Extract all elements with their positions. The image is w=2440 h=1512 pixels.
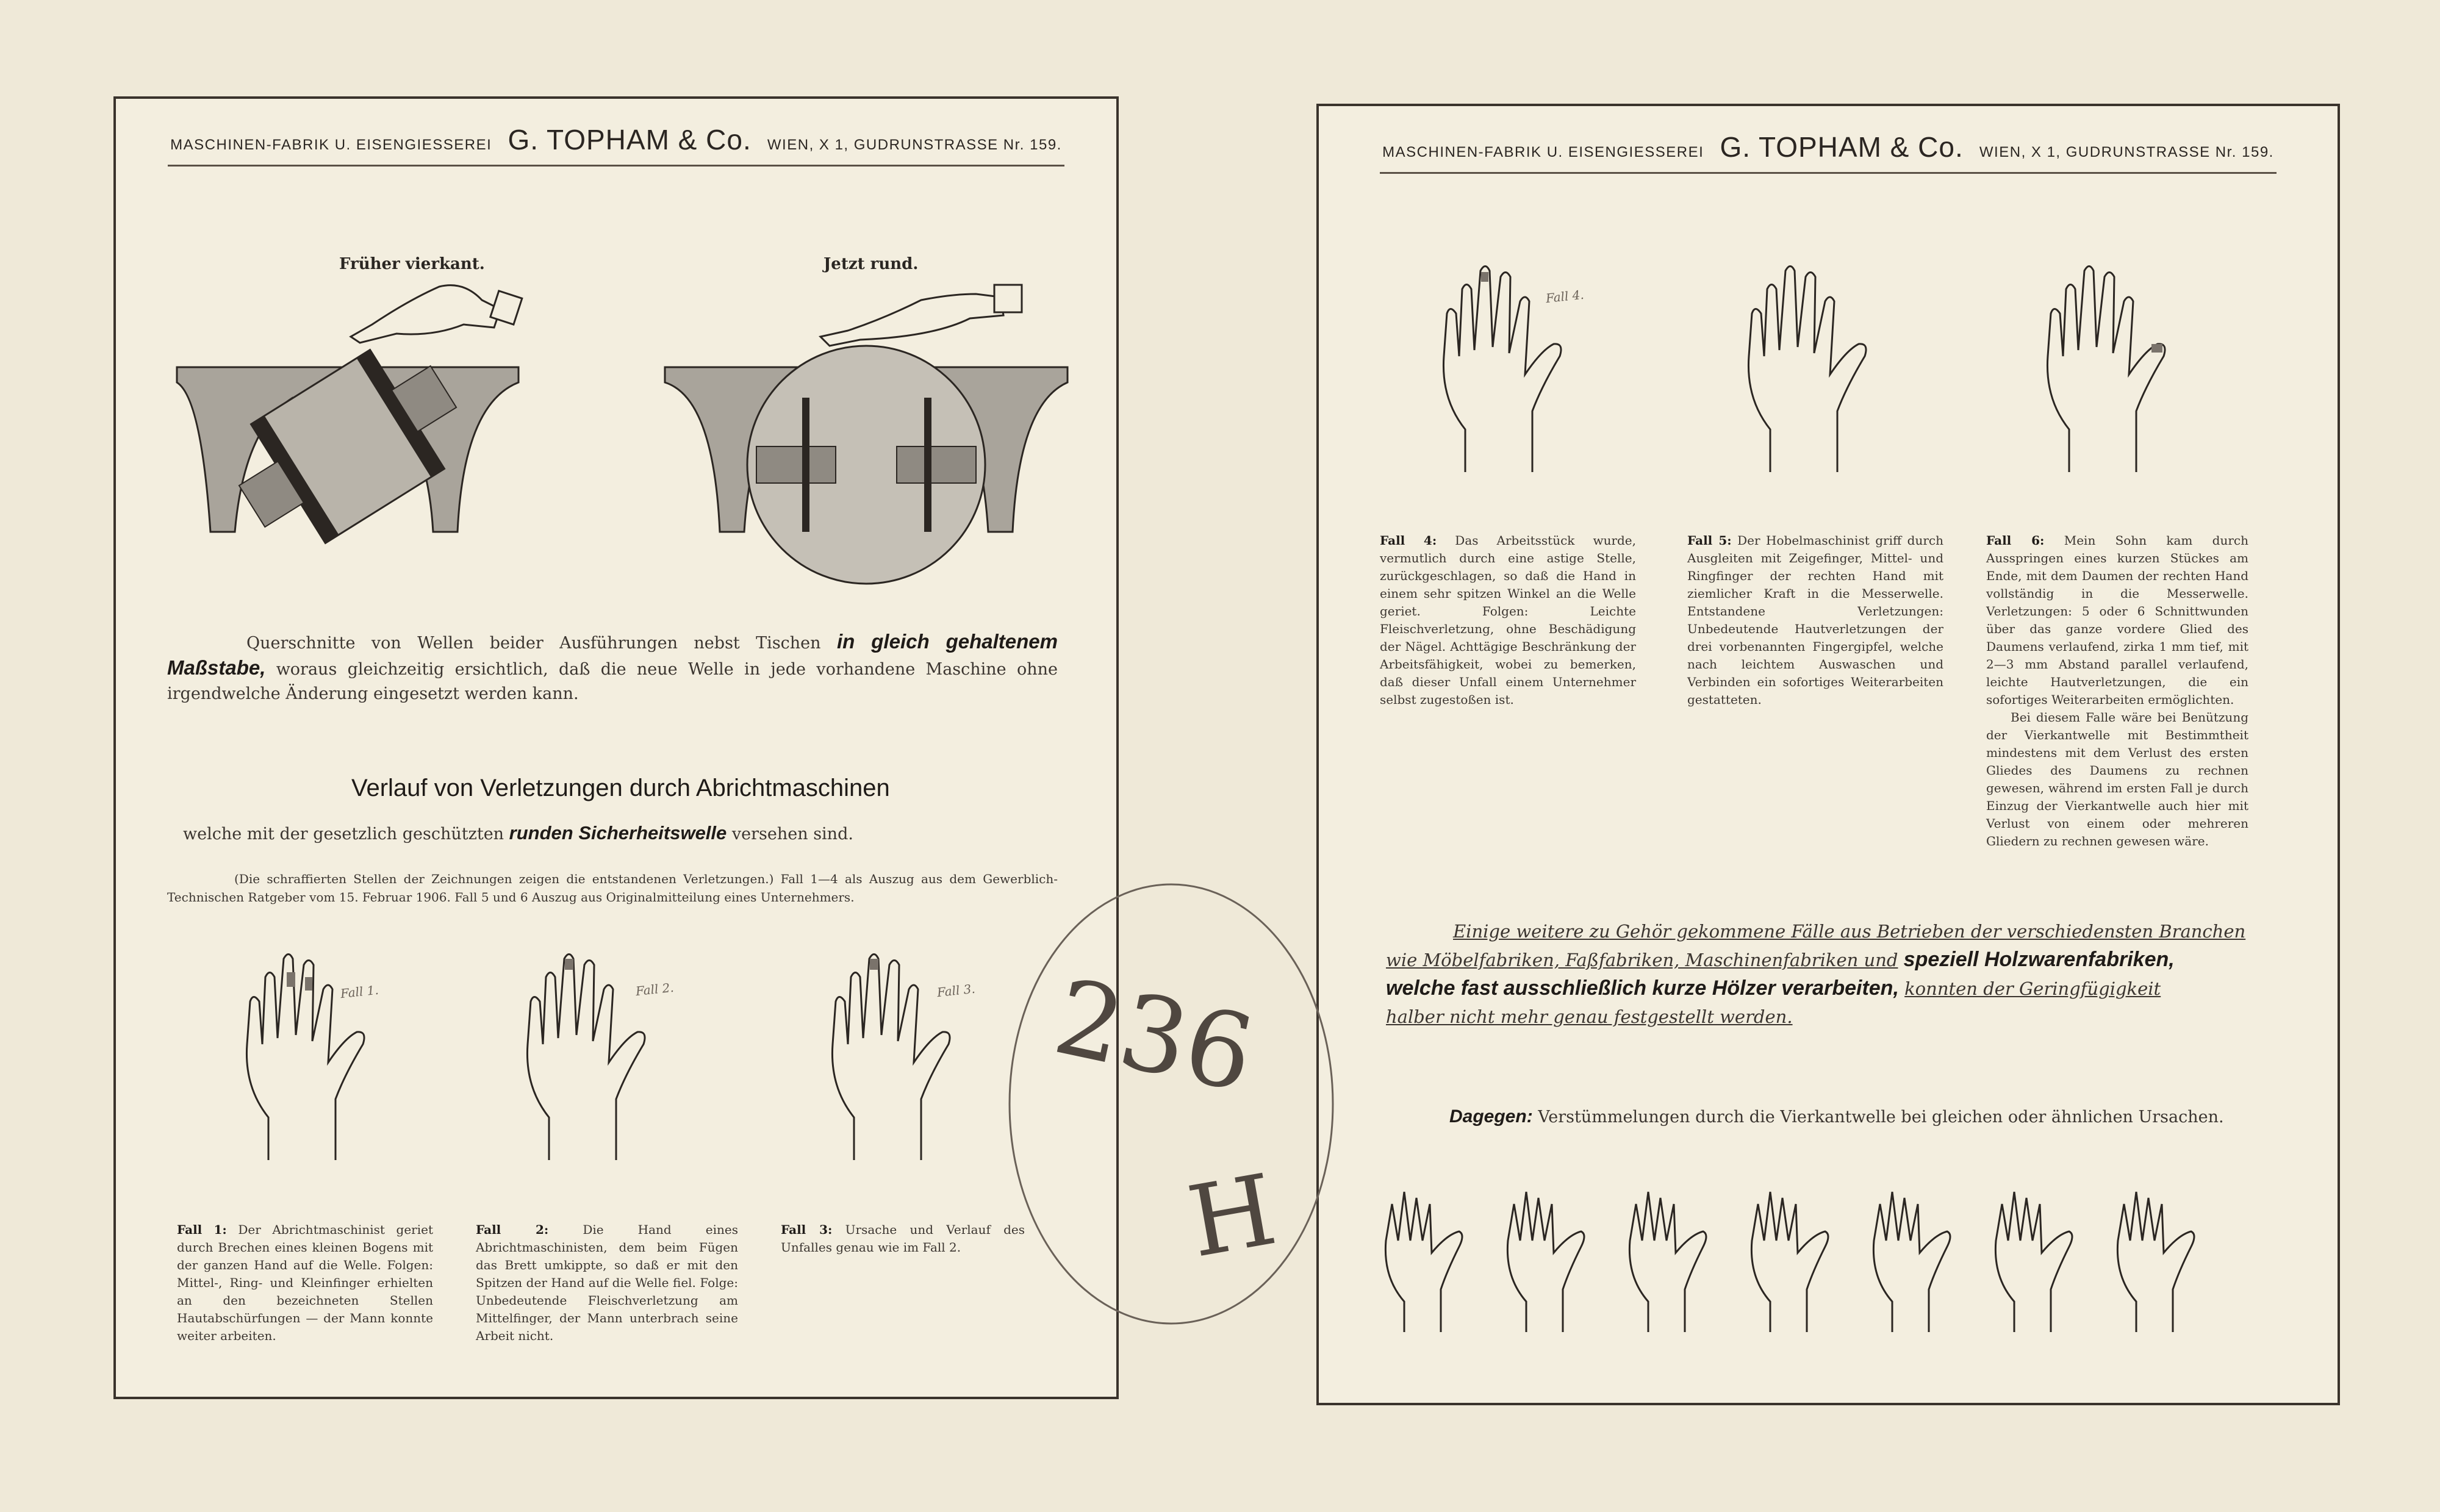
header-firm-name: G. TOPHAM & Co. <box>1720 131 1964 163</box>
case-text: Der Hobelmaschinist griff durch Ausgleiten mit Zeigefinger, Mittel- und Ringfinger der rechten Hand mit ziemlicher Kraft in die Messerwelle. Entstandene Verletzungen: Unbedeutende Hautverletzungen der drei vorbenannten Fingergipfel, welche nach leichtem Auswaschen und Verbinden ein sofortiges Weiterarbeiten gestatteten. <box>1687 533 1943 707</box>
case-fall-1 <box>177 1221 433 1345</box>
archive-mark-number: 236 <box>1044 956 1264 1116</box>
header-company-type: MASCHINEN-FABRIK U. EISENGIESSEREI <box>1382 144 1704 160</box>
round-shaft-illustration <box>665 276 1080 544</box>
header-rule <box>1380 172 2277 174</box>
right-page <box>1316 104 2340 1405</box>
case-fall-6 <box>1986 532 2248 850</box>
hand-illustration-fall-3 <box>817 941 976 1166</box>
illustration-note: (Die schraffierten Stellen der Zeichnungen zeigen die entstandenen Verletzungen.) Fall 1—4 als Auszug aus dem Gewerblich-Technischen Ratgeber vom 15. Februar 1906. Fall 5 und 6 Auszug aus Originalmitteilung eines Unternehmers. <box>167 872 1058 905</box>
archive-circle-mark <box>1000 878 1342 1330</box>
caption-text-1: Querschnitte von Wellen beider Ausführungen nebst Tischen <box>246 634 821 653</box>
subtitle-emphasis: runden Sicherheitswelle <box>509 822 727 844</box>
archive-mark-letter: H <box>1180 1152 1284 1280</box>
dagegen-heading: Dagegen: <box>1449 1106 1533 1127</box>
header-company-type: MASCHINEN-FABRIK U. EISENGIESSEREI <box>170 137 492 153</box>
hand-note-fall-2: Fall 2. <box>634 980 675 999</box>
case-fall-4 <box>1380 532 1636 709</box>
case-text: Das Arbeitsstück wurde, vermutlich durch eine astige Stelle, zurückgeschlagen, so daß die Hand in einem sehr spitzen Winkel an die Welle geriet. Folgen: Leichte Fleischverletzung, ohne Beschädigung der Nägel. Achttägige Beschränkung der Arbeitsfähigkeit, wobei zu bemerken, daß dieser Unfall einem Unternehmer selbst zugestoßen ist. <box>1380 533 1636 707</box>
hand-illustration-fall-2 <box>512 941 671 1166</box>
hand-note-fall-3: Fall 3. <box>936 981 976 1000</box>
further-line-1: Einige weitere zu Gehör gekommene Fälle aus Betrieben der verschiedensten Branchen <box>1453 921 2246 942</box>
subtitle-text-2: versehen sind. <box>731 825 853 844</box>
caption-text-2: woraus gleichzeitig ersichtlich, daß die neue Welle in jede vorhandene Maschine ohne irgendwelche Änderung eingesetzt werden kann. <box>167 660 1058 703</box>
page-header <box>1319 131 2338 174</box>
header-address: WIEN, X 1, GUDRUNSTRASSE Nr. 159. <box>767 137 1062 153</box>
section-subtitle <box>183 822 853 844</box>
hand-note-fall-1: Fall 1. <box>339 982 379 1001</box>
further-emphasis-1: speziell Holzwarenfabriken, <box>1903 948 2175 971</box>
case-heading: Fall 3: <box>781 1222 833 1237</box>
case-fall-5 <box>1687 532 1943 709</box>
subtitle-text-1: welche mit der gesetzlich geschützten <box>183 825 504 844</box>
dagegen-text: Verstümmelungen durch die Vierkantwelle bei gleichen oder ähnlichen Ursachen. <box>1538 1108 2224 1127</box>
left-page <box>113 96 1119 1399</box>
fig-label-round-shaft: Jetzt rund. <box>824 255 919 273</box>
case-text: Der Abrichtmaschinist geriet durch Brechen eines kleinen Bogens mit der ganzen Hand auf die Welle. Folgen: Mittel-, Ring- und Kleinfinger erhielten an den bezeichneten Stellen Hautabschürfungen — der Mann konnte weiter arbeiten. <box>177 1222 433 1343</box>
case-text: Die Hand eines Abrichtmaschinisten, dem beim Fügen das Brett umkippte, so daß er mit den Spitzen der Hand auf die Welle fiel. Folge: Unbedeutende Fleischverletzung am Mittelfinger, der Mann unterbrach seine Arbeit nicht. <box>476 1222 739 1343</box>
case-heading: Fall 6: <box>1986 533 2045 548</box>
case-heading: Fall 1: <box>177 1222 227 1237</box>
hand-illustration-fall-5 <box>1734 253 1892 478</box>
caption-emphasis: in gleich gehaltenem Maßstabe, <box>167 630 1058 679</box>
hand-illustration-fall-1 <box>232 941 390 1166</box>
mutilated-hands-row <box>1380 1155 2295 1338</box>
fig-label-square-shaft: Früher vierkant. <box>339 255 485 273</box>
dagegen-line <box>1449 1106 2224 1127</box>
further-cases-block <box>1386 917 2277 1031</box>
further-line-2a: wie Möbelfabriken, Faßfabriken, Maschinenfabriken und <box>1386 950 1898 970</box>
further-line-4: halber nicht mehr genau festgestellt werden. <box>1386 1006 1793 1027</box>
page-header <box>116 123 1116 167</box>
further-line-3b: konnten der Geringfügigkeit <box>1904 978 2161 999</box>
hand-illustration-fall-4 <box>1429 253 1587 478</box>
case-fall-2 <box>476 1221 738 1345</box>
case-heading: Fall 4: <box>1380 533 1437 548</box>
hand-note-fall-4: Fall 4. <box>1545 287 1585 306</box>
section-title: Verlauf von Verletzungen durch Abrichtmaschinen <box>351 775 890 801</box>
header-rule <box>168 165 1064 167</box>
hand-illustration-fall-6 <box>2033 253 2191 478</box>
case-fall-3 <box>781 1221 1025 1256</box>
square-shaft-illustration <box>177 276 616 544</box>
header-firm-name: G. TOPHAM & Co. <box>508 124 752 156</box>
case-extra-text: Bei diesem Falle wäre bei Benützung der Vierkantwelle mit Bestimmtheit mindestens mit dem Verlust des ersten Gliedes des Daumens zu rechnen gewesen, während im ersten Fall je durch Einzug der Vierkantwelle auch hier mit Verlust von einem oder mehreren Gliedern zu rechnen gewesen wäre. <box>1986 710 2248 848</box>
case-text: Ursache und Verlauf des Unfalles genau wie im Fall 2. <box>781 1222 1025 1255</box>
further-emphasis-2: welche fast ausschließlich kurze Hölzer verarbeiten, <box>1386 976 1899 1000</box>
case-heading: Fall 5: <box>1687 533 1732 548</box>
case-heading: Fall 2: <box>476 1222 549 1237</box>
header-address: WIEN, X 1, GUDRUNSTRASSE Nr. 159. <box>1979 144 2274 160</box>
cross-section-caption <box>167 629 1058 706</box>
case-text: Mein Sohn kam durch Ausspringen eines kurzen Stückes am Ende, mit dem Daumen der rechten Hand vollständig in die Messerwelle. Verletzungen: 5 oder 6 Schnittwunden über das ganze vordere Glied des Daumens verlaufend, zirka 1 mm tief, mit 2—3 mm Abstand parallel verlaufend, leichte Hautverletzungen, die ein sofortiges Weiterarbeiten ermöglichten. <box>1986 533 2248 707</box>
